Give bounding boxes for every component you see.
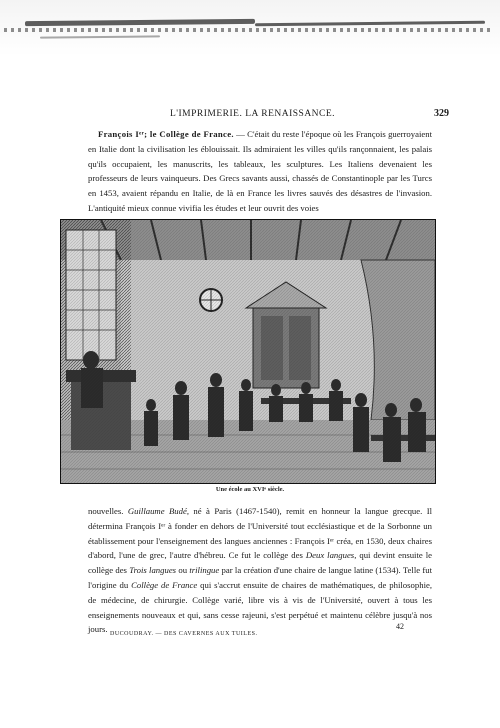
college-name: trilingue [189, 565, 220, 576]
scan-streak [40, 35, 160, 38]
paragraph-francois [88, 127, 432, 216]
scan-dots [4, 28, 494, 32]
running-title: L'IMPRIMERIE. LA RENAISSANCE. [170, 109, 336, 119]
paragraph-bude [88, 504, 432, 637]
footer-credit: DUCOUDRAY. — DES CAVERNES AUX TUILES. [110, 631, 258, 637]
page-number: 329 [434, 108, 449, 119]
scan-streak [25, 19, 255, 26]
person-name: Guillaume Budé [127, 506, 187, 516]
section-heading: François Iᵉʳ; le Collège de France. [98, 129, 234, 139]
paragraph-text: — C'était du reste l'époque où les François guerroyaient en Italie dont la civilisation les éblouissait. Ils admiraient les villes qu'ils rançonnaient, les palais qu'ils occupaient, les manuscrits, les tableaux, les sculptures. Les Italiens devenaient les professeurs de leurs vainqueurs. Des Grecs savants aussi, chassés de Constantinople par les Turcs en 1453, avaient répandu en Italie, de là en France les livres sauvés des désastres de l'invasion. L'antiquité mieux connue vivifia les études et leur ouvrit des voies [88, 129, 432, 213]
signature-number: 42 [396, 622, 404, 631]
text-fragment: nouvelles. [88, 506, 128, 516]
college-name: Trois langues [129, 565, 177, 576]
engraving-illustration [60, 219, 436, 484]
figure-caption: Une école au XVIᵉ siècle. [215, 486, 285, 493]
college-name: Collège de France [131, 579, 198, 590]
scan-streak [255, 21, 485, 26]
scan-edge-artifact [0, 0, 500, 56]
text-fragment: , né à Paris (1467-1540), remit en honneur la langue grecque. Il détermina François Iᵉʳ à fonder en dehors de l'Université tout ecclésiastique et de la Sorbonne un établissement pour l'enseignement des langues anciennes : François Iᵉʳ créa, en 1530, deux chaires d'abord, l'une de grec, l'autre d'hébreu. Ce fut le collège des [88, 506, 433, 561]
school-engraving [61, 220, 435, 483]
text-fragment: ou [176, 565, 190, 576]
college-name: Deux langues [305, 550, 355, 561]
text-fragment: , qui devint ensuite le collège des [88, 550, 432, 576]
text-fragment: par la création d'une chaire de langue latine (1534). Telle fut l'origine du [88, 565, 433, 590]
text-fragment: qui s'accrut ensuite de chaires de mathématiques, de philosophie, de médecine, de chirurgie. Collège varié, libre vis à vis de l'Université, ouvert à tous les enseignements nouveaux et qui, sans cesse rajeuni, s'est perpétué et maintenu célèbre jusqu'à nos jours. [88, 579, 433, 635]
